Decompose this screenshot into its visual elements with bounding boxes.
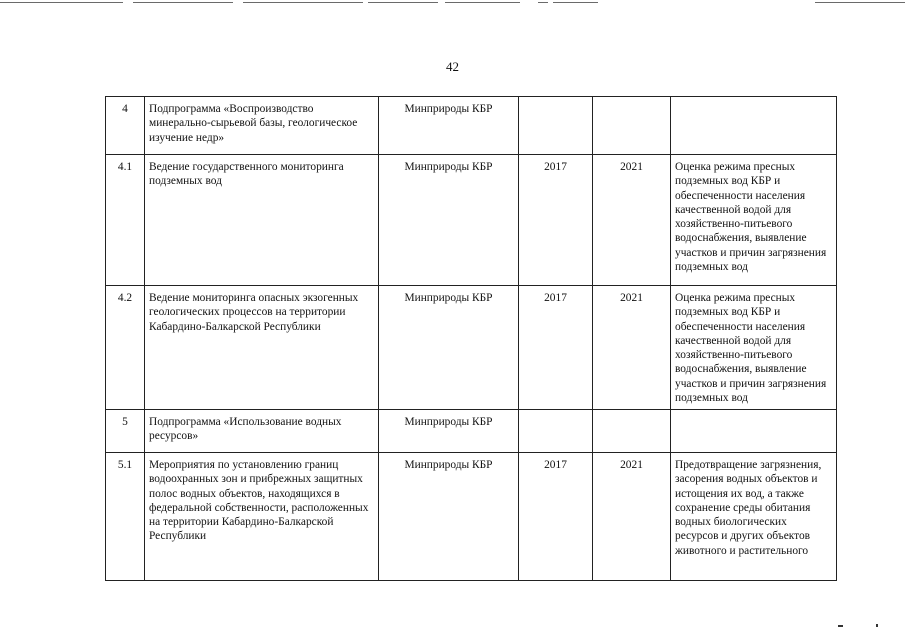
expected-result: Оценка режима пресных подземных вод КБР и обеспеченности населения качественной водой для хозяйственно-питьевого водоснабжения, выявление участков и причин загрязнения подземных вод [671,155,837,286]
activity-name: Ведение мониторинга опасных экзогенных геологических процессов на территории Кабардино-Балкарской Республики [145,286,379,410]
activity-name: Ведение государственного мониторинга подземных вод [145,155,379,286]
start-year [519,410,593,453]
scan-artifact-lines [0,0,905,6]
table-row [106,453,837,581]
expected-result: Оценка режима пресных подземных вод КБР и обеспеченности населения качественной водой для хозяйственно-питьевого водоснабжения, выявление участков и причин загрязнения подземных вод [671,286,837,410]
expected-result: Предотвращение загрязнения, засорения водных объектов и истощения их вод, а также сохранение среды обитания водных биологических ресурсов и других объектов животного и растительного [671,453,837,581]
end-year [593,410,671,453]
executor: Минприроды КБР [379,97,519,155]
table-row [106,410,837,453]
end-year [593,97,671,155]
item-number: 5 [106,410,145,453]
table-row [106,155,837,286]
table-row [106,97,837,155]
expected-result [671,97,837,155]
executor: Минприроды КБР [379,453,519,581]
expected-result [671,410,837,453]
start-year: 2017 [519,286,593,410]
end-year: 2021 [593,155,671,286]
scan-marks [835,624,895,630]
activity-name: Мероприятия по установлению границ водоохранных зон и прибрежных защитных полос водных объектов, находящихся в федеральной собственности, расположенных на территории Кабардино-Балкарской Республики [145,453,379,581]
start-year: 2017 [519,453,593,581]
item-number: 4 [106,97,145,155]
end-year: 2021 [593,286,671,410]
item-number: 4.1 [106,155,145,286]
item-number: 5.1 [106,453,145,581]
executor: Минприроды КБР [379,410,519,453]
activity-name: Подпрограмма «Воспроизводство минерально-сырьевой базы, геологическое изучение недр» [145,97,379,155]
executor: Минприроды КБР [379,286,519,410]
page-number: 42 [446,59,459,74]
table-row [106,286,837,410]
program-activities-table [105,96,837,581]
item-number: 4.2 [106,286,145,410]
activity-name: Подпрограмма «Использование водных ресурсов» [145,410,379,453]
executor: Минприроды КБР [379,155,519,286]
end-year: 2021 [593,453,671,581]
start-year: 2017 [519,155,593,286]
start-year [519,97,593,155]
